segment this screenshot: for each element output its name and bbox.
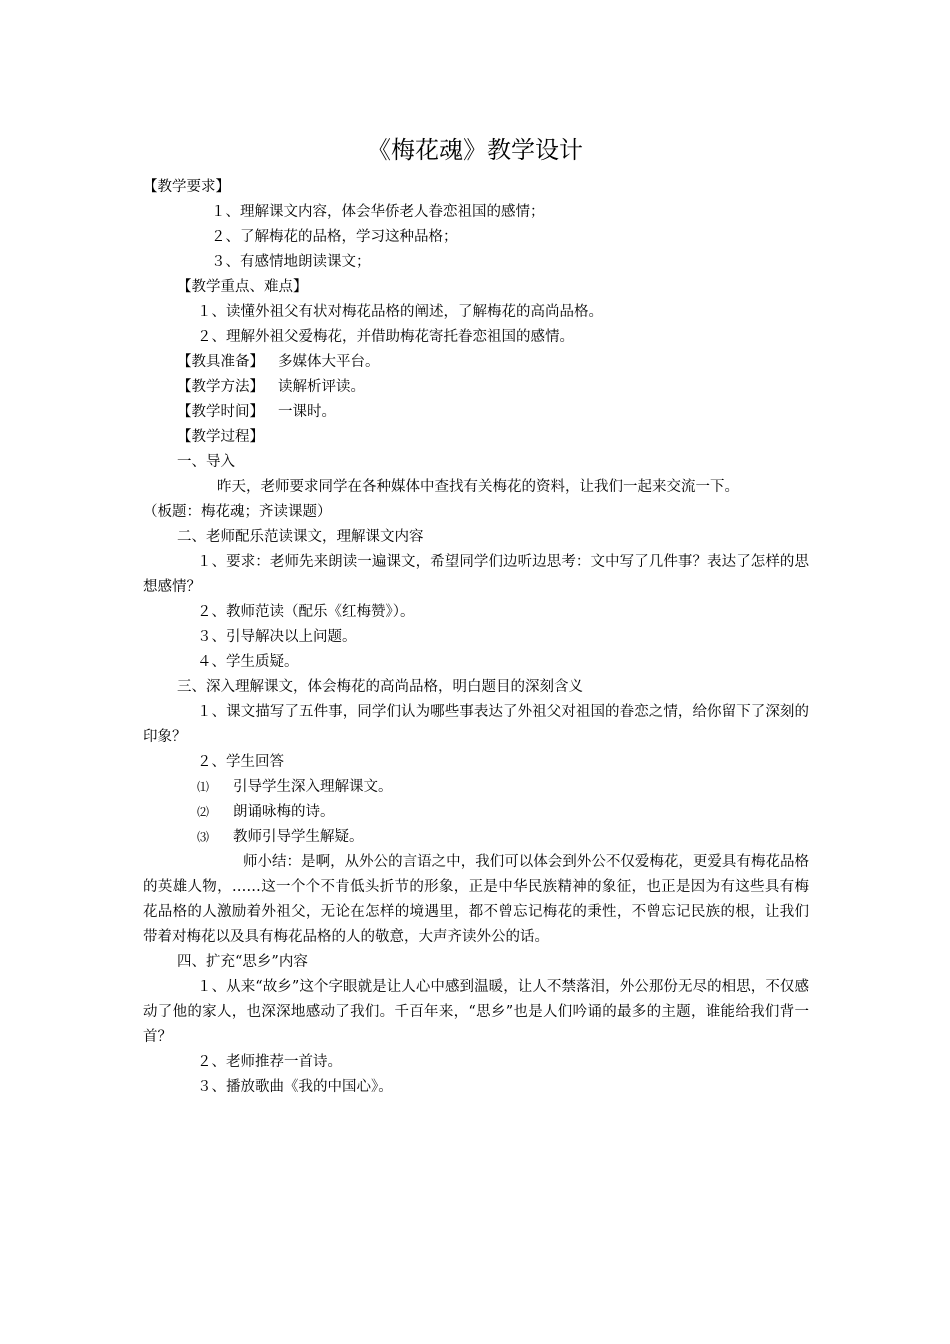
key-points-heading: 【教学重点、难点】	[177, 279, 308, 295]
method-value: 读解析评读。	[278, 379, 365, 395]
document-body	[143, 175, 809, 1100]
tools-label: 【教具准备】	[177, 354, 264, 370]
document-title: 《梅花魂》教学设计	[367, 136, 583, 164]
subitem-marker: ⑶	[197, 830, 210, 844]
section-1-heading: 一、导入	[177, 454, 235, 470]
subitem-marker: ⑵	[197, 805, 210, 819]
section-2-item: １、要求：老师先来朗读一遍课文，希望同学们边听边思考：文中写了几件事？表达了怎样的思想感情？	[143, 554, 809, 595]
section-3-subitem	[143, 775, 809, 800]
section-3-subitem	[143, 800, 809, 825]
section-3-item: ２、学生回答	[197, 754, 284, 770]
requirement-item: ３、有感情地朗读课文；	[211, 254, 371, 270]
section-2-item: ４、学生质疑。	[197, 654, 299, 670]
key-point-item: ２、理解外祖父爱梅花，并借助梅花寄托眷恋祖国的感情。	[197, 329, 574, 345]
process-heading: 【教学过程】	[177, 429, 264, 445]
section-2-heading: 二、老师配乐范读课文，理解课文内容	[177, 529, 424, 545]
subitem-text: 教师引导学生解疑。	[233, 829, 364, 845]
time-line	[143, 400, 809, 425]
key-point-item: １、读懂外祖父有状对梅花品格的阐述，了解梅花的高尚品格。	[197, 304, 603, 320]
requirement-item: １、理解课文内容，体会华侨老人眷恋祖国的感情；	[211, 204, 545, 220]
tools-line	[143, 350, 809, 375]
section-1-paragraph: 昨天，老师要求同学在各种媒体中查找有关梅花的资料，让我们一起来交流一下。	[217, 479, 739, 495]
section-4-item: ２、老师推荐一首诗。	[197, 1054, 342, 1070]
requirement-item: ２、了解梅花的品格，学习这种品格；	[211, 229, 458, 245]
section-4-heading: 四、扩充“思乡”内容	[177, 954, 308, 970]
section-1-note: （板题：梅花魂；齐读课题）	[143, 504, 332, 520]
section-3-subitem	[143, 825, 809, 850]
subitem-marker: ⑴	[197, 780, 210, 794]
tools-value: 多媒体大平台。	[278, 354, 380, 370]
subitem-text: 引导学生深入理解课文。	[233, 779, 393, 795]
time-value: 一课时。	[278, 404, 336, 420]
section-3-heading: 三、深入理解课文，体会梅花的高尚品格，明白题目的深刻含义	[177, 679, 583, 695]
section-3-item: １、课文描写了五件事，同学们认为哪些事表达了外祖父对祖国的眷恋之情，给你留下了深刻的印象？	[143, 704, 809, 745]
section-2-item: ３、引导解决以上问题。	[197, 629, 357, 645]
section-4-item: ３、播放歌曲《我的中国心》。	[197, 1079, 393, 1095]
subitem-text: 朗诵咏梅的诗。	[233, 804, 335, 820]
teacher-summary: 师小结：是啊，从外公的言语之中，我们可以体会到外公不仅爱梅花，更爱具有梅花品格的英雄人物，……这一个个不肯低头折节的形象，正是中华民族精神的象征，也正是因为有这些具有梅花品格的人激励着外祖父，无论在怎样的境遇里，都不曾忘记梅花的秉性，不曾忘记民族的根，让我们带着对梅花以及具有梅花品格的人的敬意，大声齐读外公的话。	[143, 854, 809, 945]
time-label: 【教学时间】	[177, 404, 264, 420]
section-2-item: ２、教师范读（配乐《红梅赞》）。	[197, 604, 415, 620]
section-4-item: １、从来“故乡”这个字眼就是让人心中感到温暖，让人不禁落泪，外公那份无尽的相思，不仅感动了他的家人，也深深地感动了我们。千百年来，“思乡”也是人们吟诵的最多的主题，谁能给我们背一首？	[143, 979, 809, 1045]
requirements-heading: 【教学要求】	[143, 179, 230, 195]
method-label: 【教学方法】	[177, 379, 264, 395]
method-line	[143, 375, 809, 400]
